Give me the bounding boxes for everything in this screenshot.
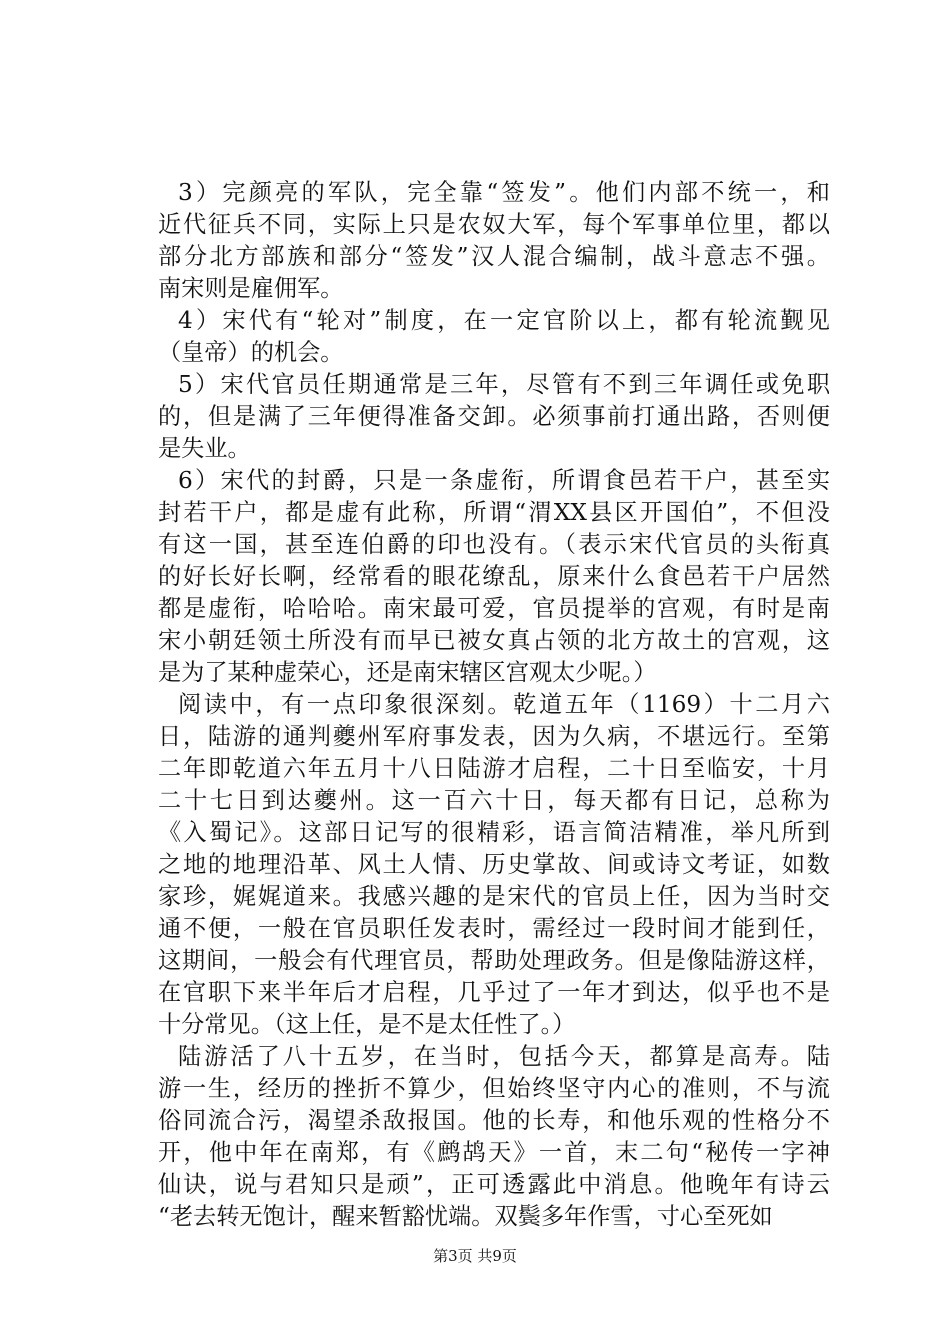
text-line: 的好长好长啊，经常看的眼花缭乱，原来什么食邑若干户居然 [158,563,830,590]
page-number-label: 第3页 共9页 [433,1247,517,1265]
document-body [158,177,830,1233]
text-line: 的，但是满了三年便得准备交卸。必须事前打通出路，否则便 [158,403,830,430]
text-line: 近代征兵不同，实际上只是农奴大军，每个军事单位里，都以 [158,211,830,238]
text-line: 南宋则是雇佣军。 [158,275,344,302]
text-line: 十分常见。（这上任，是不是太任性了。） [158,1011,576,1038]
text-line: 家珍，娓娓道来。我感兴趣的是宋代的官员上任，因为当时交 [158,883,830,910]
page-footer [0,1246,950,1266]
text-line: 4）宋代有“轮对”制度，在一定官阶以上，都有轮流觐见 [178,307,830,334]
text-line: 游一生，经历的挫折不算少，但始终坚守内心的准则，不与流 [158,1075,830,1102]
text-line: 这期间，一般会有代理官员，帮助处理政务。但是像陆游这样， [158,947,830,974]
text-line: 6）宋代的封爵，只是一条虚衔，所谓食邑若干户，甚至实 [178,467,830,494]
text-line: 二十七日到达夔州。这一百六十日，每天都有日记，总称为 [158,787,830,814]
text-line: 陆游活了八十五岁，在当时，包括今天，都算是高寿。陆 [178,1043,830,1070]
text-line: 封若干户，都是虚有此称，所谓“渭XX县区开国伯”，不但没 [158,499,830,526]
text-line: 在官职下来半年后才启程，几乎过了一年才到达，似乎也不是 [158,979,830,1006]
text-line: 二年即乾道六年五月十八日陆游才启程，二十日至临安，十月 [158,755,830,782]
text-line: 有这一国，甚至连伯爵的印也没有。（表示宋代官员的头衔真 [158,531,830,558]
text-line: 通不便，一般在官员职任发表时，需经过一段时间才能到任， [158,915,830,942]
text-line: 宋小朝廷领土所没有而早已被女真占领的北方故土的宫观，这 [158,627,830,654]
text-line: 开，他中年在南郑，有《鹧鸪天》一首，末二句“秘传一字神 [158,1139,830,1166]
text-line: 日，陆游的通判夔州军府事发表，因为久病，不堪远行。至第 [158,723,830,750]
text-line: 是失业。 [158,435,251,462]
text-line: 之地的地理沿革、风土人情、历史掌故、间或诗文考证，如数 [158,851,830,878]
paragraph [158,689,830,1041]
text-line: （皇帝）的机会。 [158,339,344,366]
text-line: 仙诀，说与君知只是顽”，正可透露此中消息。他晚年有诗云 [158,1171,830,1198]
paragraph [158,1041,830,1233]
text-line: 部分北方部族和部分“签发”汉人混合编制，战斗意志不强。 [158,243,830,270]
text-line: 俗同流合污，渴望杀敌报国。他的长寿，和他乐观的性格分不 [158,1107,830,1134]
paragraph [158,177,830,305]
text-line: 5）宋代官员任期通常是三年，尽管有不到三年调任或免职 [178,371,830,398]
paragraph [158,369,830,465]
text-line: “老去转无饱计，醒来暂豁忧端。双鬓多年作雪，寸心至死如 [158,1203,773,1230]
paragraph [158,465,830,689]
text-line: 3）完颜亮的军队，完全靠“签发”。他们内部不统一，和 [178,179,830,206]
text-line: 都是虚衔，哈哈哈。南宋最可爱，官员提举的宫观，有时是南 [158,595,830,622]
paragraph [158,305,830,369]
text-line: 《入蜀记》。这部日记写的很精彩，语言简洁精准，举凡所到 [158,819,830,846]
text-line: 阅读中，有一点印象很深刻。乾道五年（1169）十二月六 [178,691,830,718]
text-line: 是为了某种虚荣心，还是南宋辖区宫观太少呢。） [158,659,657,686]
